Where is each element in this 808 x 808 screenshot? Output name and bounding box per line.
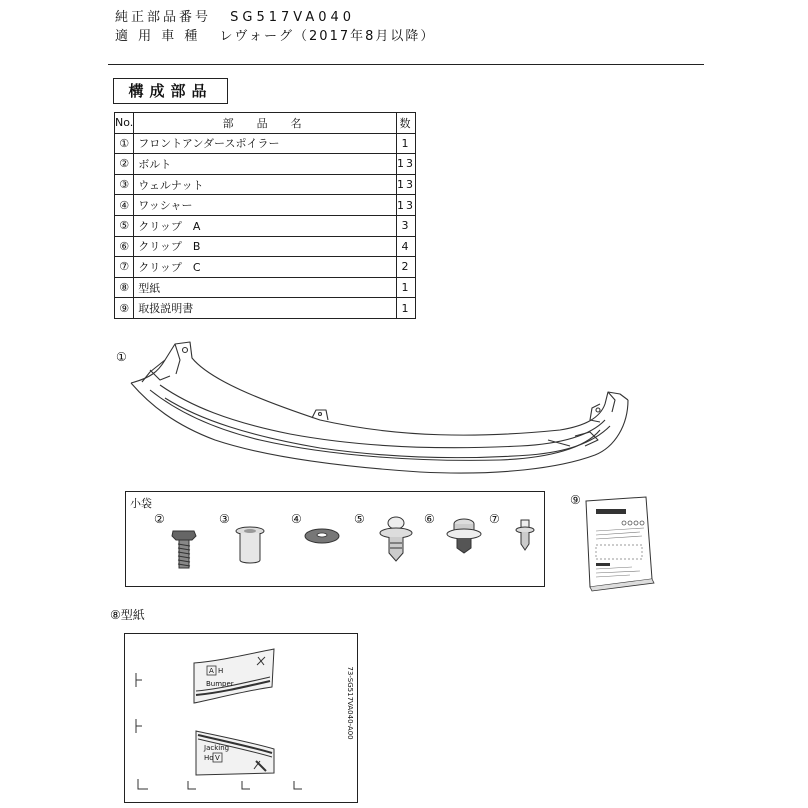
row-name: ボルト bbox=[134, 154, 397, 175]
pattern-tag-a-suffix: H bbox=[218, 667, 224, 675]
row-qty: 1 bbox=[397, 298, 416, 319]
small-bag-label: 小袋 bbox=[130, 497, 152, 510]
column-header-qty: 数 bbox=[397, 113, 416, 134]
pattern-sheet-drawing bbox=[124, 633, 356, 801]
vehicle-label: 適 用 車 種 bbox=[115, 29, 201, 44]
row-no: ⑤ bbox=[115, 215, 134, 236]
row-no: ③ bbox=[115, 174, 134, 195]
clip-a-drawing bbox=[378, 515, 414, 565]
row-name: フロントアンダースポイラー bbox=[134, 133, 397, 154]
section-title: 構成部品 bbox=[113, 78, 228, 104]
pattern-tag-b: V bbox=[215, 754, 220, 762]
row-qty: 3 bbox=[397, 215, 416, 236]
well-nut-callout: ③ bbox=[219, 512, 230, 526]
pattern-tag-a: A bbox=[209, 667, 214, 675]
row-name: 取扱説明書 bbox=[134, 298, 397, 319]
row-qty: 13 bbox=[397, 154, 416, 175]
clip-c-callout: ⑦ bbox=[489, 512, 500, 526]
pattern-tag-b-prefix: Ho bbox=[204, 754, 214, 762]
clip-c-drawing bbox=[514, 518, 536, 554]
vehicle-value: レヴォーグ（2017年8月以降） bbox=[219, 29, 436, 44]
row-name: ワッシャー bbox=[134, 195, 397, 216]
row-qty: 1 bbox=[397, 133, 416, 154]
manual-callout: ⑨ bbox=[570, 493, 581, 507]
row-name: ウェルナット bbox=[134, 174, 397, 195]
pattern-word-top: Bumper bbox=[206, 680, 234, 688]
clip-b-drawing bbox=[444, 516, 484, 556]
row-qty: 4 bbox=[397, 236, 416, 257]
row-no: ① bbox=[115, 133, 134, 154]
row-qty: 13 bbox=[397, 195, 416, 216]
column-header-no: No. bbox=[115, 113, 134, 134]
row-name: クリップ B bbox=[134, 236, 397, 257]
instruction-manual-drawing bbox=[580, 495, 660, 595]
washer-drawing bbox=[303, 526, 341, 546]
pattern-code: 73-SG517VA040-A00 bbox=[346, 666, 354, 740]
clip-b-callout: ⑥ bbox=[424, 512, 435, 526]
bolt-callout: ② bbox=[154, 512, 165, 526]
row-no: ⑥ bbox=[115, 236, 134, 257]
clip-a-callout: ⑤ bbox=[354, 512, 365, 526]
spoiler-callout: ① bbox=[116, 350, 127, 364]
column-header-name: 部 品 名 bbox=[134, 113, 397, 134]
row-qty: 13 bbox=[397, 174, 416, 195]
part-number-value: SG517VA040 bbox=[230, 10, 356, 25]
row-no: ④ bbox=[115, 195, 134, 216]
well-nut-drawing bbox=[233, 526, 267, 566]
pattern-word-bottom: Jacking bbox=[204, 744, 230, 752]
part-number-label: 純正部品番号 bbox=[115, 10, 212, 25]
pattern-sheet-label: ⑧型紙 bbox=[110, 608, 145, 622]
row-no: ⑧ bbox=[115, 277, 134, 298]
bolt-drawing bbox=[170, 528, 200, 572]
row-qty: 2 bbox=[397, 257, 416, 278]
row-name: クリップ A bbox=[134, 215, 397, 236]
row-name: 型紙 bbox=[134, 277, 397, 298]
washer-callout: ④ bbox=[291, 512, 302, 526]
row-no: ⑨ bbox=[115, 298, 134, 319]
row-no: ⑦ bbox=[115, 257, 134, 278]
row-name: クリップ C bbox=[134, 257, 397, 278]
row-no: ② bbox=[115, 154, 134, 175]
row-qty: 1 bbox=[397, 277, 416, 298]
